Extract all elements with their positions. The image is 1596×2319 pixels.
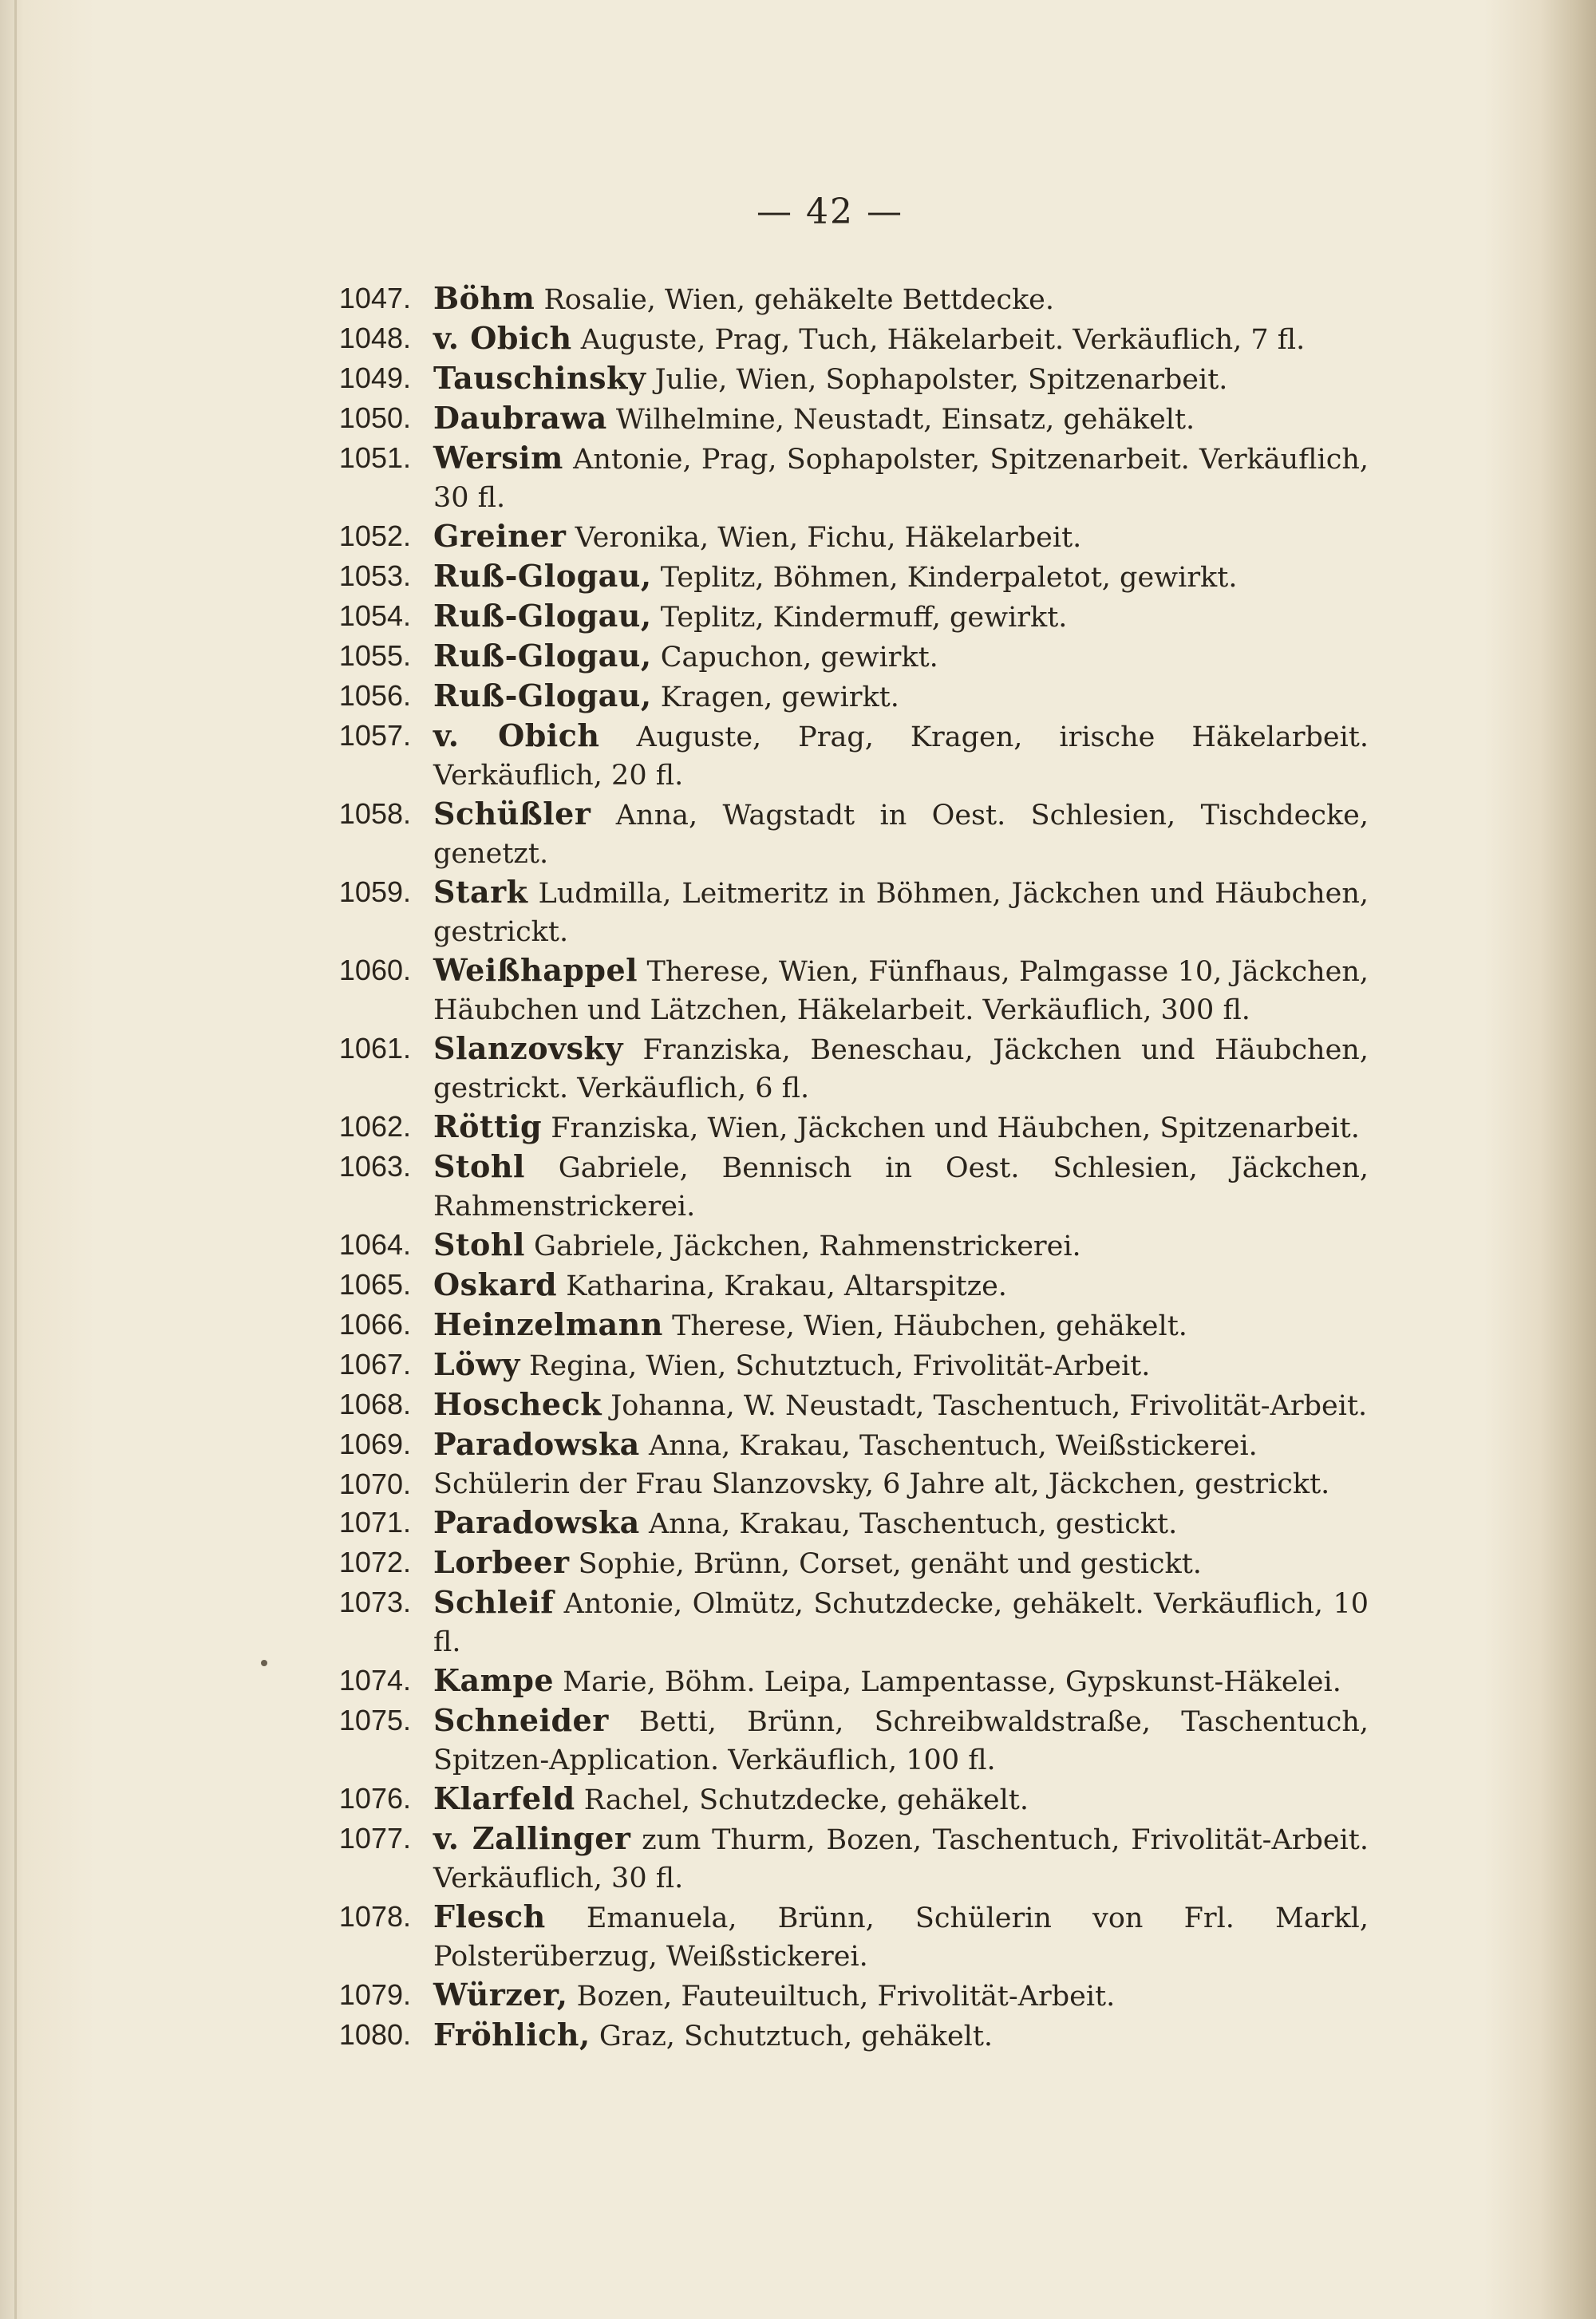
entry-description: Anna, Krakau, Taschentuch, Weißstickerei.	[648, 1430, 1258, 1462]
list-item	[315, 1226, 1369, 1266]
exhibitor-name: Weißhappel	[433, 952, 638, 988]
list-item	[315, 1819, 1369, 1898]
entry-description: Bozen, Fauteuiltuch, Frivolität-Arbeit.	[576, 1981, 1116, 2013]
entry-number: 1059.	[338, 875, 411, 908]
entry-number: 1069.	[338, 1428, 411, 1460]
entry-number: 1064.	[338, 1228, 411, 1261]
list-item	[315, 1108, 1369, 1148]
entry-content	[411, 1898, 1369, 1976]
exhibitor-name: Röttig	[433, 1108, 543, 1144]
entry-description: Ludmilla, Leitmeritz in Böhmen, Jäckchen und Häubchen, gestrickt.	[433, 878, 1369, 948]
entry-number: 1050.	[338, 401, 411, 434]
list-item	[315, 439, 1369, 517]
entry-description: Franziska, Beneschau, Jäckchen und Häubchen, gestrickt. Verkäuflich, 6 fl.	[433, 1034, 1369, 1104]
list-item	[315, 1029, 1369, 1108]
exhibitor-name: Paradowska	[433, 1426, 640, 1462]
entry-number: 1056.	[338, 679, 411, 712]
entry-description: Antonie, Olmütz, Schutzdecke, gehäkelt. Verkäuflich, 10 fl.	[433, 1588, 1369, 1658]
entry-number: 1049.	[338, 361, 411, 394]
list-item	[315, 1898, 1369, 1976]
exhibitor-name: Stohl	[433, 1227, 525, 1262]
entry-content	[411, 1780, 1369, 1819]
exhibitor-name: Schleif	[433, 1584, 555, 1620]
list-item	[315, 359, 1369, 399]
list-item	[315, 399, 1369, 439]
entry-number: 1070.	[338, 1468, 411, 1500]
entry-number: 1078.	[338, 1900, 411, 1933]
entry-description: Kragen, gewirkt.	[660, 681, 899, 713]
list-item	[315, 1543, 1369, 1583]
list-item	[315, 795, 1369, 873]
entry-number: 1072.	[338, 1546, 411, 1578]
exhibitor-name: Tauschinsky	[433, 360, 646, 396]
exhibitor-name: Schüßler	[433, 796, 591, 832]
entry-content	[411, 637, 1369, 677]
entry-description: Franziska, Wien, Jäckchen und Häubchen, Spitzenarbeit.	[551, 1112, 1360, 1144]
entry-description: Anna, Wagstadt in Oest. Schlesien, Tischdecke, genetzt.	[433, 800, 1369, 870]
entry-description: Marie, Böhm. Leipa, Lampentasse, Gypskunst-Häkelei.	[563, 1666, 1341, 1698]
entry-content	[411, 1226, 1369, 1266]
entry-content	[411, 517, 1369, 557]
entry-number: 1052.	[338, 520, 411, 552]
entry-content	[411, 1266, 1369, 1306]
list-item	[315, 1148, 1369, 1226]
entry-content	[411, 359, 1369, 399]
list-item	[315, 319, 1369, 359]
entry-number: 1058.	[338, 797, 411, 830]
entry-description: Anna, Krakau, Taschentuch, gestickt.	[648, 1508, 1178, 1540]
list-item	[315, 873, 1369, 951]
list-item	[315, 1425, 1369, 1465]
entry-content	[411, 717, 1369, 795]
list-item	[315, 2016, 1369, 2056]
entry-description: Teplitz, Böhmen, Kinderpaletot, gewirkt.	[660, 562, 1238, 594]
entry-number: 1075.	[338, 1704, 411, 1736]
entry-content	[411, 399, 1369, 439]
exhibitor-name: Ruß-Glogau,	[433, 678, 652, 713]
entry-content	[411, 951, 1369, 1029]
list-item	[315, 1701, 1369, 1780]
entry-description: Therese, Wien, Fünfhaus, Palmgasse 10, Jäckchen, Häubchen und Lätzchen, Häkelarbeit. Verkäuflich, 300 fl.	[433, 956, 1369, 1026]
list-item	[315, 1780, 1369, 1819]
exhibitor-name: Lorbeer	[433, 1544, 570, 1580]
margin-mark	[261, 1660, 267, 1666]
exhibitor-name: Daubrawa	[433, 400, 607, 436]
list-item	[315, 517, 1369, 557]
exhibitor-name: Klarfeld	[433, 1780, 575, 1816]
entry-description: Teplitz, Kindermuff, gewirkt.	[660, 602, 1068, 634]
entry-content	[411, 319, 1369, 359]
binding-edge	[14, 0, 17, 2319]
entry-description: Veronika, Wien, Fichu, Häkelarbeit.	[575, 522, 1082, 554]
entry-number: 1053.	[338, 559, 411, 592]
entry-number: 1073.	[338, 1586, 411, 1618]
entry-number: 1076.	[338, 1782, 411, 1815]
entry-number: 1074.	[338, 1664, 411, 1697]
list-item	[315, 1661, 1369, 1701]
entry-content	[411, 1385, 1369, 1425]
exhibitor-name: Stohl	[433, 1148, 525, 1184]
list-item	[315, 951, 1369, 1029]
exhibitor-name: Kampe	[433, 1662, 555, 1698]
entry-content	[411, 1148, 1369, 1226]
entry-description: Auguste, Prag, Tuch, Häkelarbeit. Verkäuflich, 7 fl.	[580, 324, 1306, 356]
entry-description: zum Thurm, Bozen, Taschentuch, Frivolität-Arbeit. Verkäuflich, 30 fl.	[433, 1824, 1369, 1894]
entry-content	[411, 597, 1369, 637]
exhibitor-name: v. Obich	[433, 717, 600, 753]
entry-description: Betti, Brünn, Schreibwaldstraße, Taschentuch, Spitzen-Application. Verkäuflich, 100 fl.	[433, 1706, 1369, 1776]
entry-description: Sophie, Brünn, Corset, genäht und gestickt.	[578, 1548, 1202, 1580]
entry-number: 1060.	[338, 954, 411, 986]
entry-number: 1062.	[338, 1110, 411, 1143]
entry-number: 1077.	[338, 1822, 411, 1855]
list-item	[315, 1266, 1369, 1306]
entry-list	[315, 279, 1369, 2056]
entry-content	[411, 1306, 1369, 1345]
entry-content	[411, 1543, 1369, 1583]
exhibitor-name: Paradowska	[433, 1504, 640, 1540]
entry-content	[411, 1029, 1369, 1108]
list-item	[315, 557, 1369, 597]
entry-content	[411, 1661, 1369, 1701]
exhibitor-name: Stark	[433, 874, 528, 910]
exhibitor-name: Hoscheck	[433, 1386, 602, 1422]
entry-content	[411, 1819, 1369, 1898]
exhibitor-name: Ruß-Glogau,	[433, 598, 652, 634]
list-item	[315, 1306, 1369, 1345]
entry-description: Auguste, Prag, Kragen, irische Häkelarbeit. Verkäuflich, 20 fl.	[433, 721, 1369, 792]
exhibitor-name: v. Obich	[433, 320, 572, 356]
entry-content	[411, 1345, 1369, 1385]
entry-description: Regina, Wien, Schutztuch, Frivolität-Arbeit.	[529, 1350, 1151, 1382]
entry-description: Antonie, Prag, Sophapolster, Spitzenarbeit. Verkäuflich, 30 fl.	[433, 444, 1369, 514]
exhibitor-name: Schneider	[433, 1702, 609, 1738]
exhibitor-name: Flesch	[433, 1898, 546, 1934]
entry-content	[411, 1465, 1369, 1503]
list-item	[315, 1503, 1369, 1543]
entry-description: Wilhelmine, Neustadt, Einsatz, gehäkelt.	[615, 404, 1195, 436]
exhibitor-name: Ruß-Glogau,	[433, 558, 652, 594]
entry-description: Capuchon, gewirkt.	[660, 642, 938, 674]
exhibitor-name: Greiner	[433, 518, 567, 554]
entry-number: 1055.	[338, 639, 411, 672]
list-item	[315, 677, 1369, 717]
entry-number: 1071.	[338, 1506, 411, 1539]
entry-content	[411, 1425, 1369, 1465]
exhibitor-name: Böhm	[433, 280, 535, 316]
entry-description: Emanuela, Brünn, Schülerin von Frl. Markl, Polsterüberzug, Weißstickerei.	[433, 1902, 1369, 1973]
entry-number: 1047.	[338, 282, 411, 314]
entry-description: Rachel, Schutzdecke, gehäkelt.	[583, 1784, 1029, 1816]
exhibitor-name: Fröhlich,	[433, 2017, 591, 2052]
entry-number: 1061.	[338, 1032, 411, 1065]
entry-number: 1066.	[338, 1308, 411, 1341]
entry-content	[411, 873, 1369, 951]
entry-number: 1054.	[338, 599, 411, 632]
exhibitor-name: Würzer,	[433, 1977, 568, 2013]
entry-description: Schülerin der Frau Slanzovsky, 6 Jahre alt, Jäckchen, gestrickt.	[433, 1468, 1330, 1500]
exhibitor-name: Ruß-Glogau,	[433, 638, 652, 674]
entry-number: 1080.	[338, 2018, 411, 2051]
entry-description: Rosalie, Wien, gehäkelte Bettdecke.	[543, 284, 1054, 316]
exhibitor-name: Oskard	[433, 1266, 558, 1302]
entry-content	[411, 1108, 1369, 1148]
exhibitor-name: v. Zallinger	[433, 1820, 631, 1856]
entry-description: Katharina, Krakau, Altarspitze.	[566, 1270, 1007, 1302]
page-number: — 42 —	[757, 192, 903, 232]
list-item	[315, 1345, 1369, 1385]
entry-description: Julie, Wien, Sophapolster, Spitzenarbeit.	[654, 364, 1228, 396]
list-item	[315, 637, 1369, 677]
list-item	[315, 1583, 1369, 1661]
exhibitor-name: Wersim	[433, 440, 563, 476]
entry-content	[411, 1976, 1369, 2016]
entry-number: 1057.	[338, 719, 411, 752]
entry-number: 1051.	[338, 441, 411, 474]
entry-content	[411, 279, 1369, 319]
entry-content	[411, 439, 1369, 517]
list-item	[315, 1385, 1369, 1425]
list-item	[315, 717, 1369, 795]
entry-content	[411, 2016, 1369, 2056]
entry-number: 1065.	[338, 1268, 411, 1301]
list-item	[315, 1976, 1369, 2016]
list-item	[315, 1465, 1369, 1503]
entry-content	[411, 1583, 1369, 1661]
list-item	[315, 597, 1369, 637]
entry-content	[411, 677, 1369, 717]
entry-description: Therese, Wien, Häubchen, gehäkelt.	[672, 1310, 1187, 1342]
entry-number: 1068.	[338, 1388, 411, 1420]
entry-content	[411, 1503, 1369, 1543]
entry-description: Gabriele, Jäckchen, Rahmenstrickerei.	[534, 1231, 1081, 1262]
entry-description: Johanna, W. Neustadt, Taschentuch, Frivolität-Arbeit.	[610, 1390, 1368, 1422]
list-item	[315, 279, 1369, 319]
entry-content	[411, 1701, 1369, 1780]
entry-description: Gabriele, Bennisch in Oest. Schlesien, Jäckchen, Rahmenstrickerei.	[433, 1152, 1369, 1223]
entry-description: Graz, Schutztuch, gehäkelt.	[598, 2021, 994, 2052]
entry-number: 1067.	[338, 1348, 411, 1381]
exhibitor-name: Heinzelmann	[433, 1306, 663, 1342]
exhibitor-name: Slanzovsky	[433, 1030, 623, 1066]
entry-number: 1079.	[338, 1978, 411, 2011]
exhibitor-name: Löwy	[433, 1346, 520, 1382]
entry-content	[411, 795, 1369, 873]
entry-number: 1063.	[338, 1150, 411, 1183]
entry-number: 1048.	[338, 322, 411, 354]
entry-content	[411, 557, 1369, 597]
